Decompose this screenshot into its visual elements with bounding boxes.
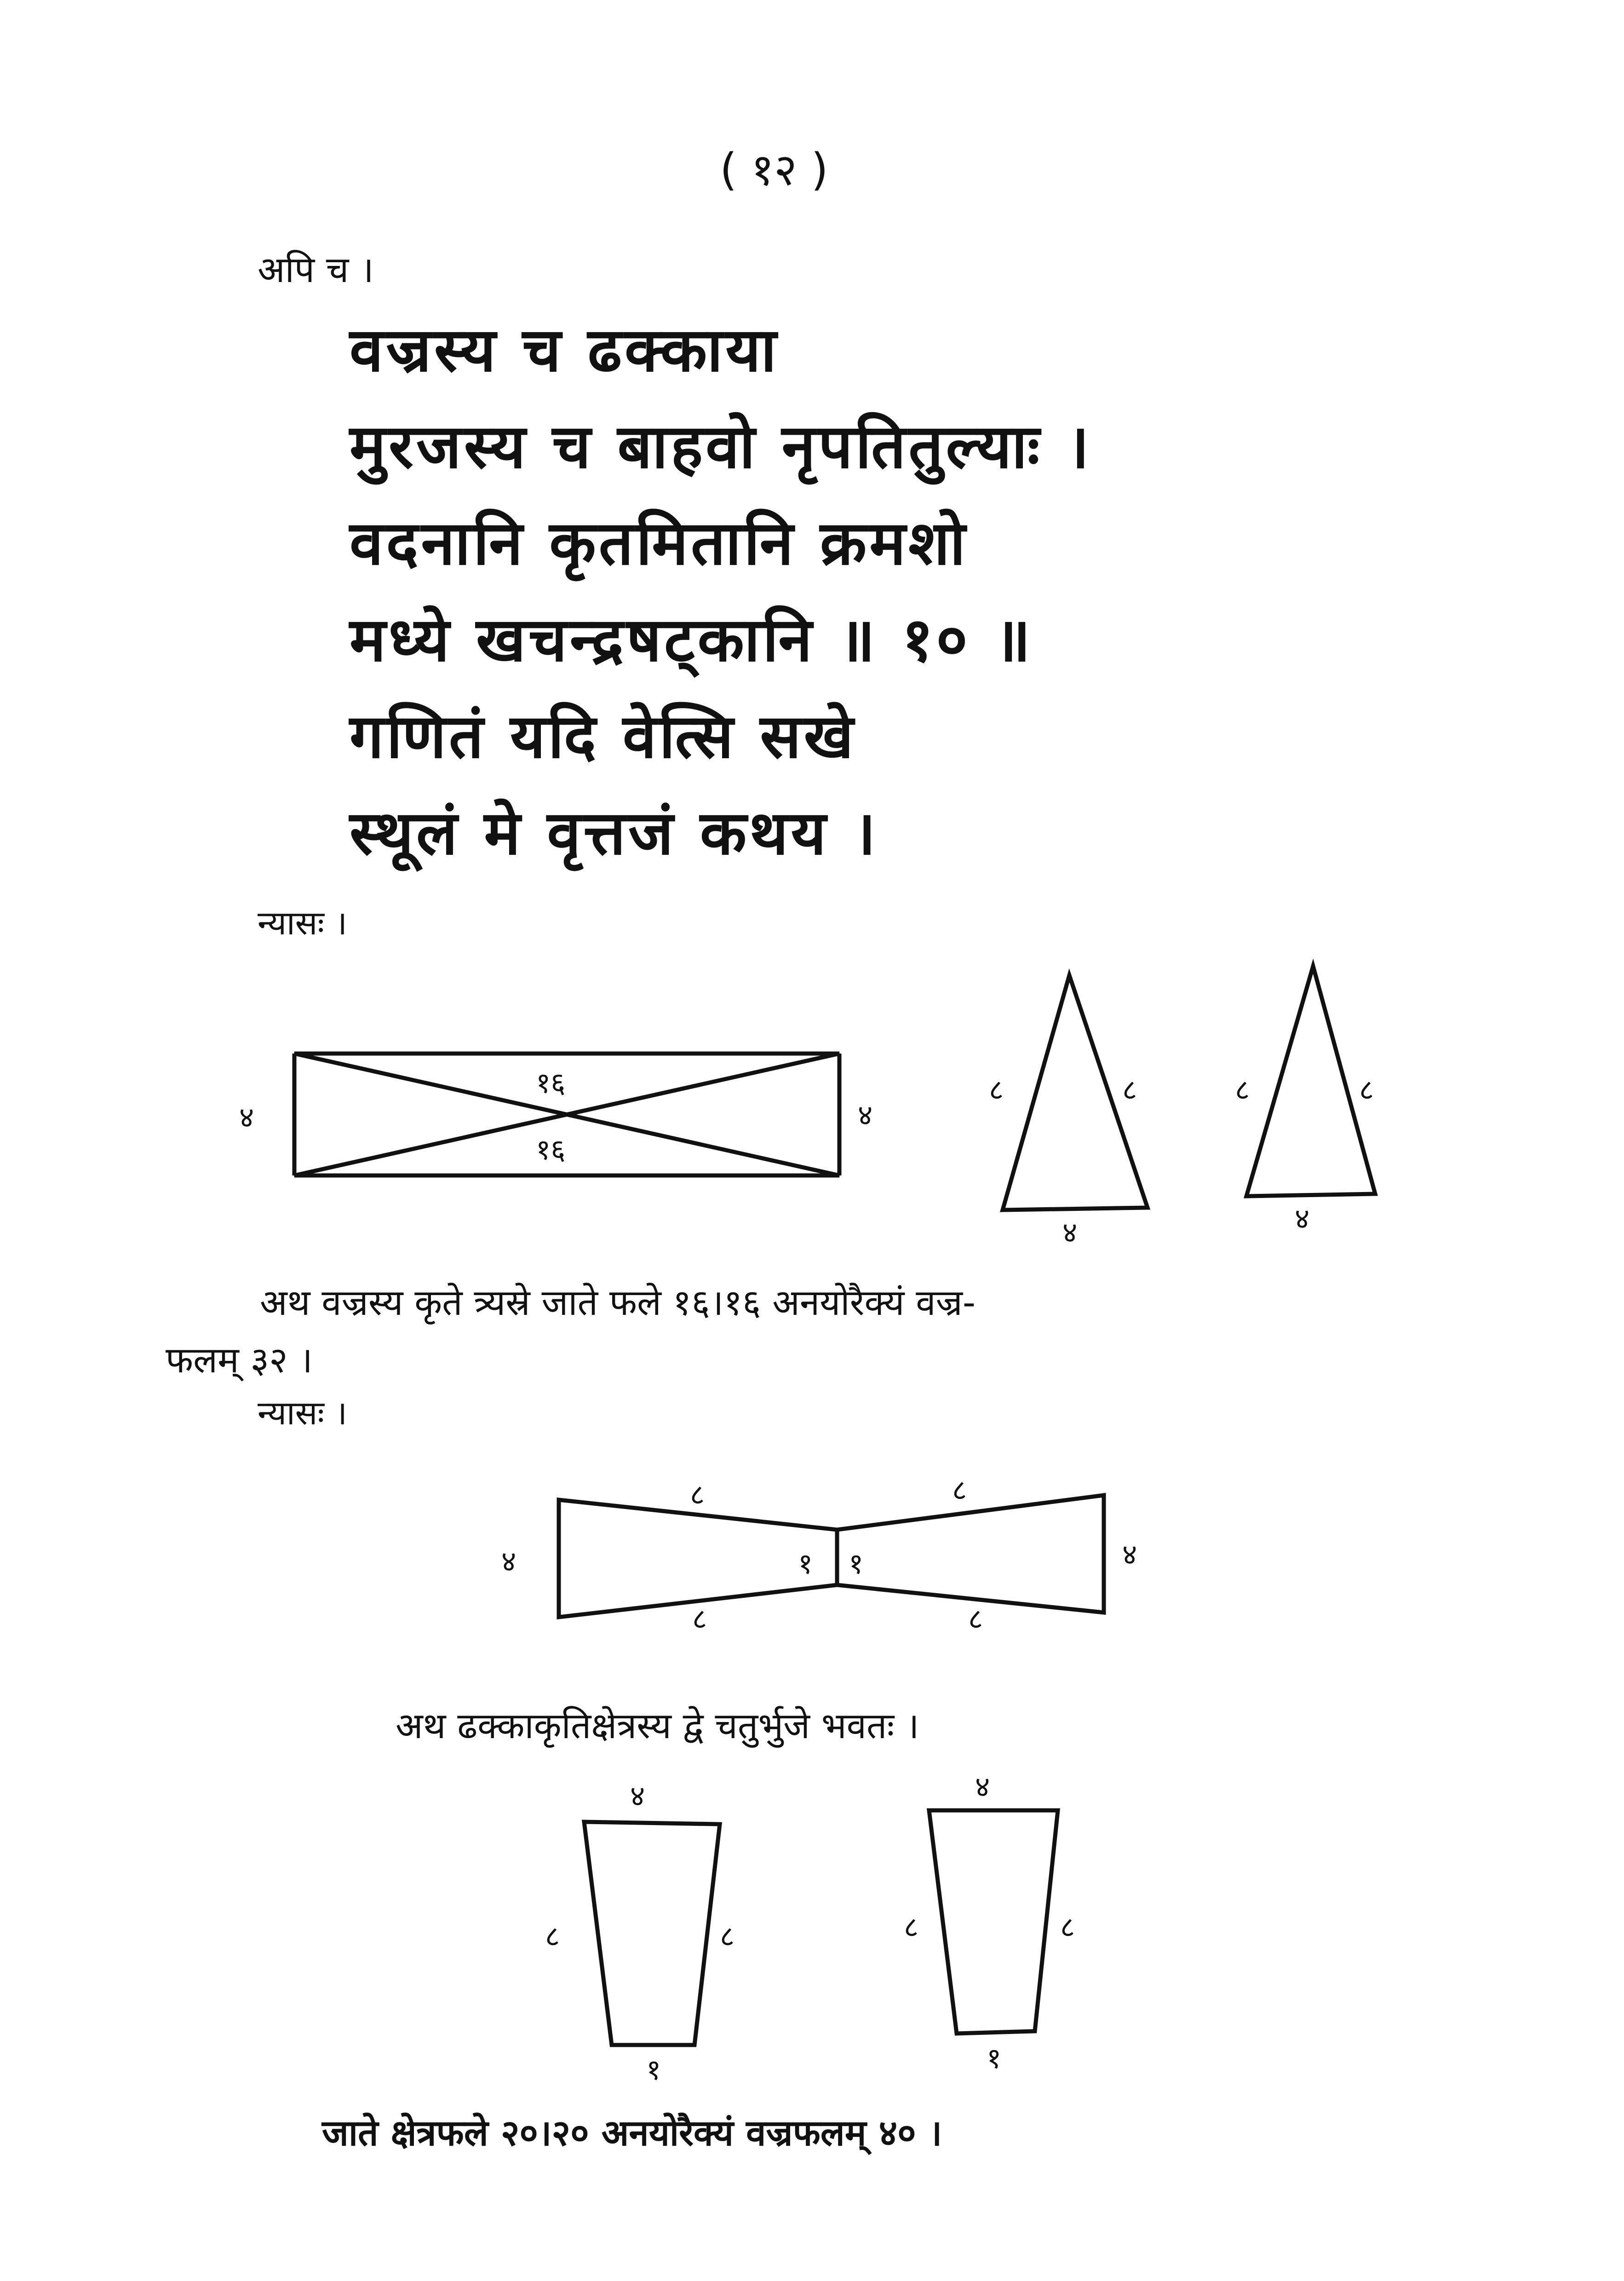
dhakka-top-left-label: ८: [690, 1478, 705, 1511]
dhakka-mid-right-label: १: [849, 1547, 864, 1580]
vajra-top-mid-label: १६: [536, 1066, 566, 1100]
trapezium-one-top-label: ४: [630, 1779, 645, 1813]
triangle-one-base-label: ४: [1062, 1215, 1078, 1249]
paragraph-vajra-line1: अथ वज्रस्य कृते त्र्यस्रे जाते फले १६।१६ अनयोरैक्यं वज्र-: [260, 1282, 976, 1324]
triangle-two-base-label: ४: [1295, 1202, 1310, 1235]
triangle-one-left-label: ८: [989, 1073, 1004, 1106]
trapezium-two-bottom-label: १: [987, 2041, 1002, 2075]
dhakka-mid-left-label: १: [798, 1547, 813, 1580]
dhakka-top-right-label: ८: [952, 1473, 967, 1507]
triangle-two-left-label: ८: [1235, 1073, 1250, 1106]
dhakka-left-label: ४: [501, 1544, 516, 1578]
verse-line: वदनानि कृतमितानि क्रमशो: [350, 508, 969, 579]
trapezium-one-left-label: ८: [545, 1919, 560, 1953]
paragraph-vajra-line2: फलम् ३२ ।: [166, 1340, 313, 1381]
trapezium-two-right-label: ८: [1060, 1910, 1075, 1944]
triangle-two-right-label: ८: [1359, 1073, 1374, 1106]
nyasa-label: न्यासः ।: [258, 904, 348, 942]
intro-text: अपि च ।: [258, 249, 374, 291]
page-number: ( १२ ): [720, 144, 828, 196]
dhakka-right-label: ४: [1122, 1538, 1137, 1571]
dhakka-bottom-left-label: ८: [692, 1602, 707, 1636]
verse-line: गणितं यदि वेत्सि सखे: [350, 701, 856, 772]
verse-line: वज्रस्य च ढक्काया: [350, 315, 780, 386]
paragraph-dhakka: अथ ढक्काकृतिक्षेत्रस्य द्वे चतुर्भुजे भवतः ।: [396, 1705, 919, 1747]
paragraph-result: जाते क्षेत्रफले २०।२० अनयोरैक्यं वज्रफलम् ४० ।: [322, 2113, 942, 2154]
trapezium-one: [584, 1822, 720, 2045]
verse-line: मध्ये खचन्द्रषट्कानि ॥ १० ॥: [350, 605, 1033, 675]
trapezium-two-top-label: ४: [975, 1770, 990, 1803]
verse-line: स्थूलं मे वृत्तजं कथय ।: [350, 798, 879, 869]
verse-line: मुरजस्य च बाहवो नृपतितुल्याः ।: [350, 411, 1092, 482]
trapezium-two: [929, 1810, 1058, 2033]
trapezium-two-left-label: ८: [904, 1910, 919, 1944]
vajra-left-label: ४: [239, 1100, 254, 1134]
triangle-one-right-label: ८: [1122, 1073, 1137, 1106]
vajra-bottom-mid-label: १६: [536, 1133, 566, 1166]
dhakka-bottom-right-label: ८: [968, 1602, 983, 1636]
trapezium-one-right-label: ८: [720, 1919, 735, 1953]
vajra-right-label: ४: [858, 1098, 873, 1132]
nyasa-label: न्यासः ।: [258, 1394, 348, 1432]
trapezium-one-bottom-label: १: [646, 2053, 661, 2086]
